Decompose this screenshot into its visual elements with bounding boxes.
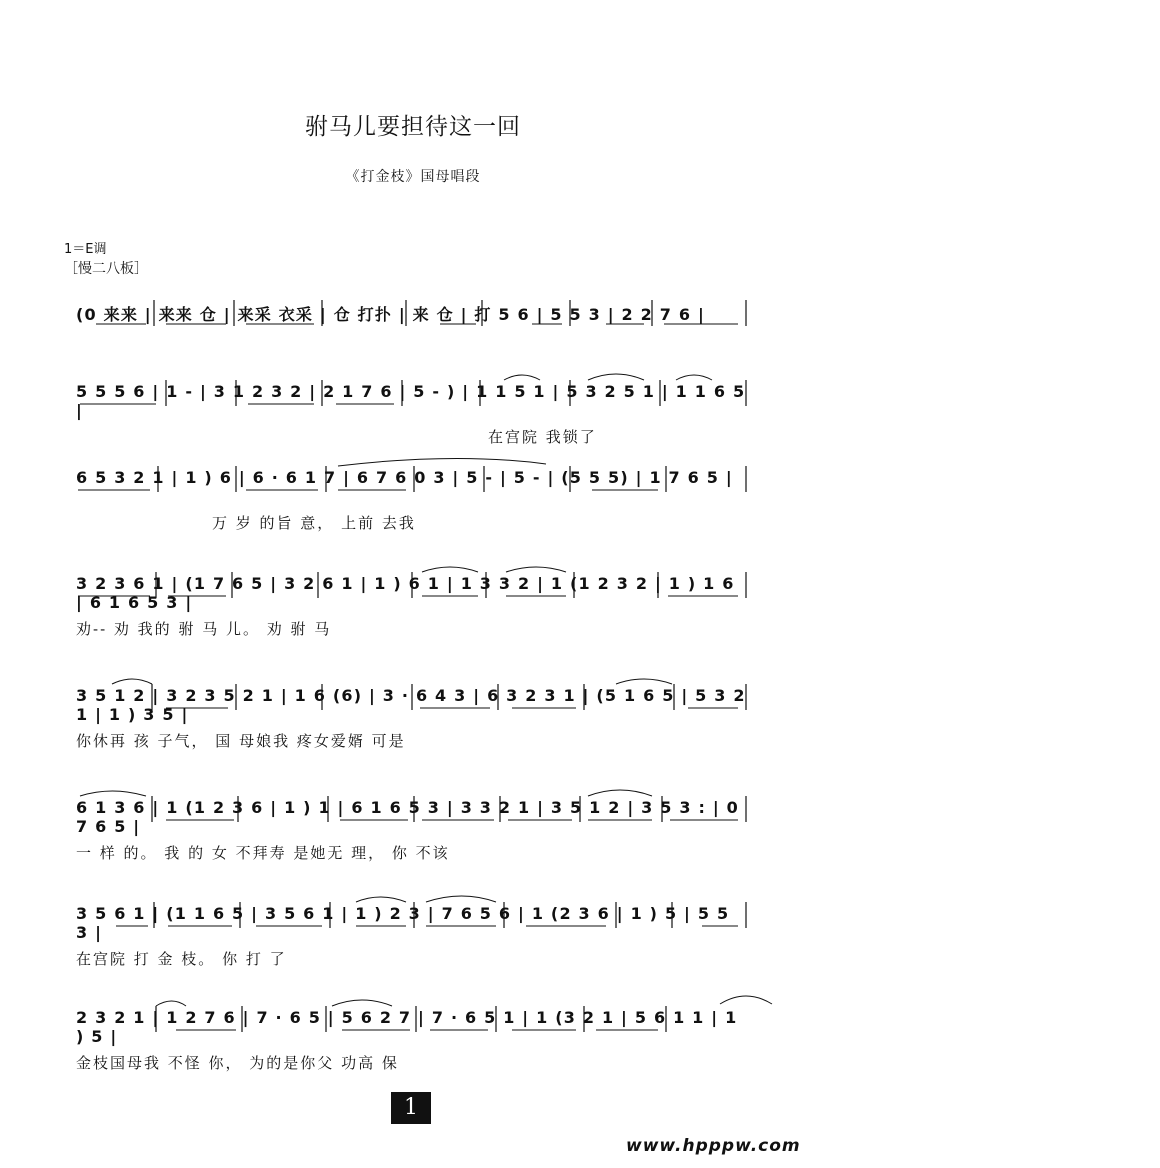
song-subtitle: 《打金枝》国母唱段 [345,169,481,185]
notation-text: 3 5 1 2 | 3 2 3 5 2 1 | 1 6 (6) | 3 · 6 4 3 | 6 3 2 3 1 | (5 1 6 5 | 5 3 2 1 | 1 ) 3 5 | [76,686,746,724]
notation-line [76,898,748,942]
notation-line [76,1002,748,1046]
lyrics-text: 在宫院 我锁了 [488,428,597,446]
notation-text: 6 1 3 6 | 1 (1 2 3 6 | 1 ) 1 | 6 1 6 5 3 | 3 3 2 1 | 3 5 1 2 | 3 5 3 : | 0 7 6 5 | [76,798,739,836]
lyrics-line [76,842,748,864]
lyrics-text: 金枝国母我 不怪 你， 为的是你父 功高 保 [76,1054,399,1072]
notation-line [76,296,748,330]
notation-line [76,376,748,420]
notation-line [76,792,748,836]
lyrics-text [76,346,748,368]
lyrics-text: 劝-- 劝 我的 驸 马 儿。 劝 驸 马 [76,620,332,638]
lyrics-line [76,346,748,368]
notation-line [76,680,748,724]
lyrics-text: 万 岁 的旨 意， 上前 去我 [212,514,416,532]
lyrics-line [76,618,748,640]
notation-line [76,568,748,612]
lyrics-line [76,1052,748,1074]
lyrics-line [76,730,748,752]
notation-text: 2 3 2 1 | 1 2 7 6 | 7 · 6 5 | 5 6 2 7 | 7 · 6 5 1 | 1 (3 2 1 | 5 6 1 1 | 1 ) 5 | [76,1008,738,1046]
lyrics-text: 你休再 孩 子气， 国 母娘我 疼女爱婿 可是 [76,732,406,750]
notation-text: 3 2 3 6 1 | (1 7 6 5 | 3 2 6 1 | 1 ) 6 1 | 1 3 3 2 | 1 (1 2 3 2 | 1 ) 1 6 | 6 1 6 5 3 | [76,574,735,612]
lyrics-line [76,948,748,970]
lyrics-line [76,426,748,448]
notation-line [76,462,748,496]
notation-text: 6 5 3 2 1 | 1 ) 6 | 6 · 6 1 7 | 6 7 6 0 3 | 5 - | 5 - | (5 5 5) | 1 7 6 5 | [76,468,733,487]
lyrics-text: 一 样 的。 我 的 女 不拜寿 是她无 理， 你 不该 [76,844,450,862]
page-number: 1 [391,1092,431,1124]
notation-text: (0 来来 | 来来 仓 | 来采 衣采 | 仓 打扑 | 来 仓 | 打 5 6 | 5 5 3 | 2 2 7 6 | [76,305,705,324]
notation-text: 5 5 5 6 | 1 - | 3 1 2 3 2 | 2 1 7 6 | 5 - ) | 1 1 5 1 | 5 3 2 5 1 | 1 1 6 5 | [76,382,746,420]
tempo-marking: ［慢二八板］ [64,261,148,277]
song-title: 驸马儿要担待这一回 [305,114,521,140]
notation-text: 3 5 6 1 | (1 1 6 5 | 3 5 6 1 | 1 ) 2 3 | 7 6 5 6 | 1 (2 3 6 | 1 ) 5 | 5 5 3 | [76,904,730,942]
lyrics-text: 在宫院 打 金 枝。 你 打 了 [76,950,287,968]
watermark-url: www.hpppw.com [626,1136,801,1156]
lyrics-line [76,512,748,534]
key-signature: 1＝E调 [64,242,107,257]
